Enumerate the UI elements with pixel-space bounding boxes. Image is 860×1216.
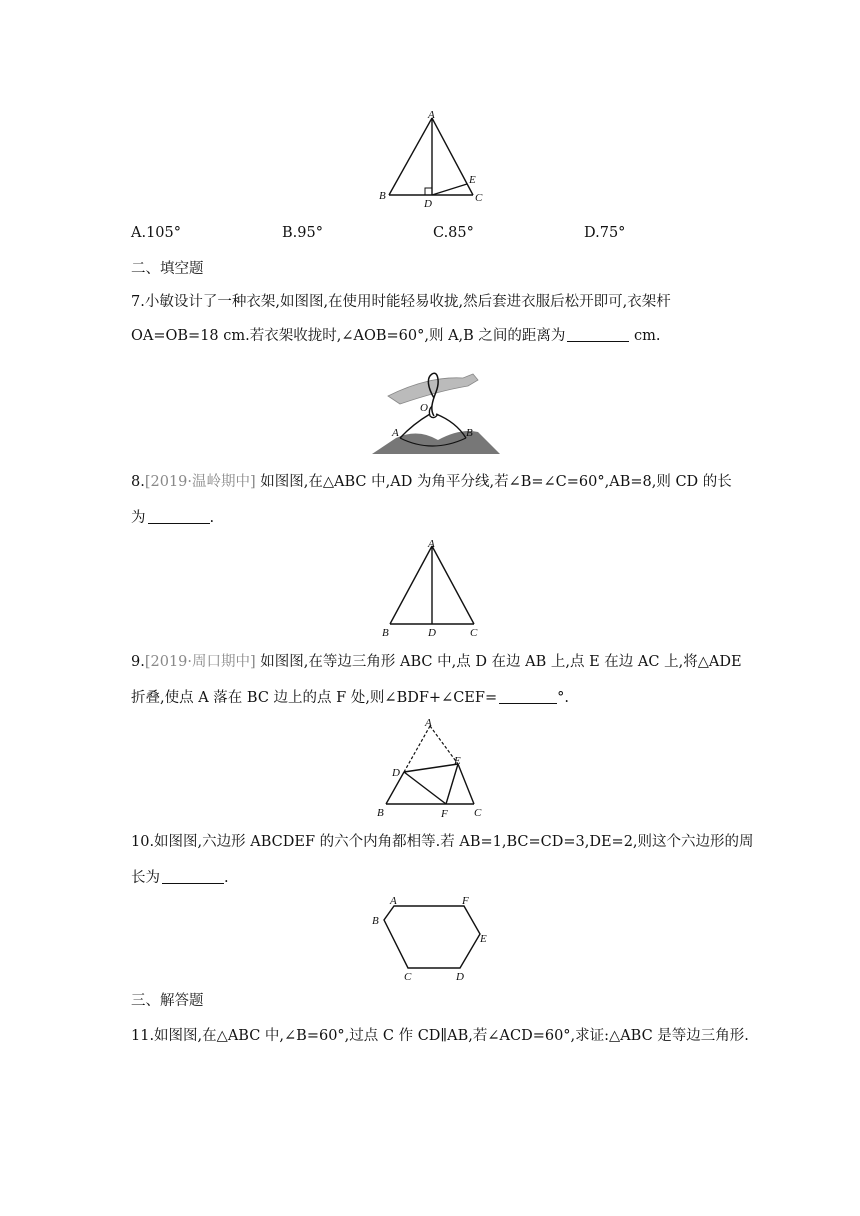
option-d: D.75° — [584, 225, 626, 241]
q9-text-2: 折叠,使点 A 落在 BC 边上的点 F 处,则∠BDF+∠CEF= — [131, 690, 498, 706]
label-a: A — [428, 109, 435, 121]
label-o: O — [420, 402, 428, 414]
label-f: F — [462, 895, 469, 907]
label-a: A — [428, 538, 435, 550]
q9-text: 如图图,在等边三角形 ABC 中,点 D 在边 AB 上,点 E 在边 AC 上,将△ADE — [255, 654, 742, 670]
q10-text-2: 长为 — [131, 870, 160, 886]
label-d: D — [424, 198, 432, 208]
q8-answer-blank[interactable] — [148, 509, 210, 524]
label-d: D — [428, 627, 436, 639]
figure-folded-triangle — [370, 716, 494, 822]
label-d: D — [392, 767, 400, 779]
label-b: B — [382, 627, 389, 639]
q7-line1: 7.小敏设计了一种衣架,如图图,在使用时能轻易收拢,然后套进衣服后松开即可,衣架杆 — [131, 294, 671, 310]
label-e: E — [469, 174, 476, 186]
q10-answer-blank[interactable] — [162, 869, 224, 884]
label-b: B — [377, 807, 384, 819]
figure-triangle-bisector — [374, 536, 492, 640]
label-e: E — [480, 933, 487, 945]
q9-end: °. — [557, 690, 569, 706]
q7-text: OA=OB=18 cm.若衣架收拢时,∠AOB=60°,则 A,B 之间的距离为 — [131, 328, 566, 344]
q9-source: [2019·周口期中] — [144, 654, 256, 670]
q8-end: . — [209, 510, 215, 526]
q10-line2 — [131, 868, 229, 888]
label-c: C — [475, 192, 483, 204]
q8-source: [2019·温岭期中] — [144, 474, 256, 490]
option-c: C.85° — [433, 225, 474, 241]
q11-line1: 11.如图图,在△ABC 中,∠B=60°,过点 C 作 CD∥AB,若∠ACD=60°,求证:△ABC 是等边三角形. — [131, 1028, 749, 1044]
q7-line2 — [131, 326, 661, 346]
section-title-solve: 三、解答题 — [131, 993, 204, 1009]
figure-triangle-altitude — [370, 108, 500, 208]
section-title-fill-blank: 二、填空题 — [131, 261, 204, 277]
label-c: C — [470, 627, 478, 639]
figure-hexagon — [368, 890, 496, 986]
option-a: A.105° — [131, 225, 182, 241]
q9-number: 9. — [131, 654, 145, 670]
label-b: B — [372, 915, 379, 927]
label-c: C — [474, 807, 482, 819]
label-a: A — [425, 717, 432, 729]
q8-line2 — [131, 508, 214, 528]
label-a: A — [390, 895, 397, 907]
q10-line1: 10.如图图,六边形 ABCDEF 的六个内角都相等.若 AB=1,BC=CD=3,DE=2,则这个六边形的周 — [131, 834, 754, 850]
q9-line2 — [131, 688, 569, 708]
q8-text-2: 为 — [131, 510, 146, 526]
q9-answer-blank[interactable] — [499, 689, 557, 704]
q8-line1 — [131, 472, 732, 492]
label-b: B — [466, 427, 473, 439]
q10-end: . — [224, 870, 229, 886]
q9-line1 — [131, 652, 742, 672]
label-a: A — [392, 427, 399, 439]
q7-unit: cm. — [629, 328, 661, 344]
label-e: E — [454, 755, 461, 767]
label-f: F — [441, 808, 448, 820]
option-b: B.95° — [282, 225, 323, 241]
label-b: B — [379, 190, 386, 202]
q7-answer-blank[interactable] — [567, 327, 629, 342]
q8-text: 如图图,在△ABC 中,AD 为角平分线,若∠B=∠C=60°,AB=8,则 CD 的长 — [255, 474, 732, 490]
label-d: D — [456, 971, 464, 983]
label-c: C — [404, 971, 412, 983]
q8-number: 8. — [131, 474, 145, 490]
figure-hanger — [368, 366, 500, 456]
